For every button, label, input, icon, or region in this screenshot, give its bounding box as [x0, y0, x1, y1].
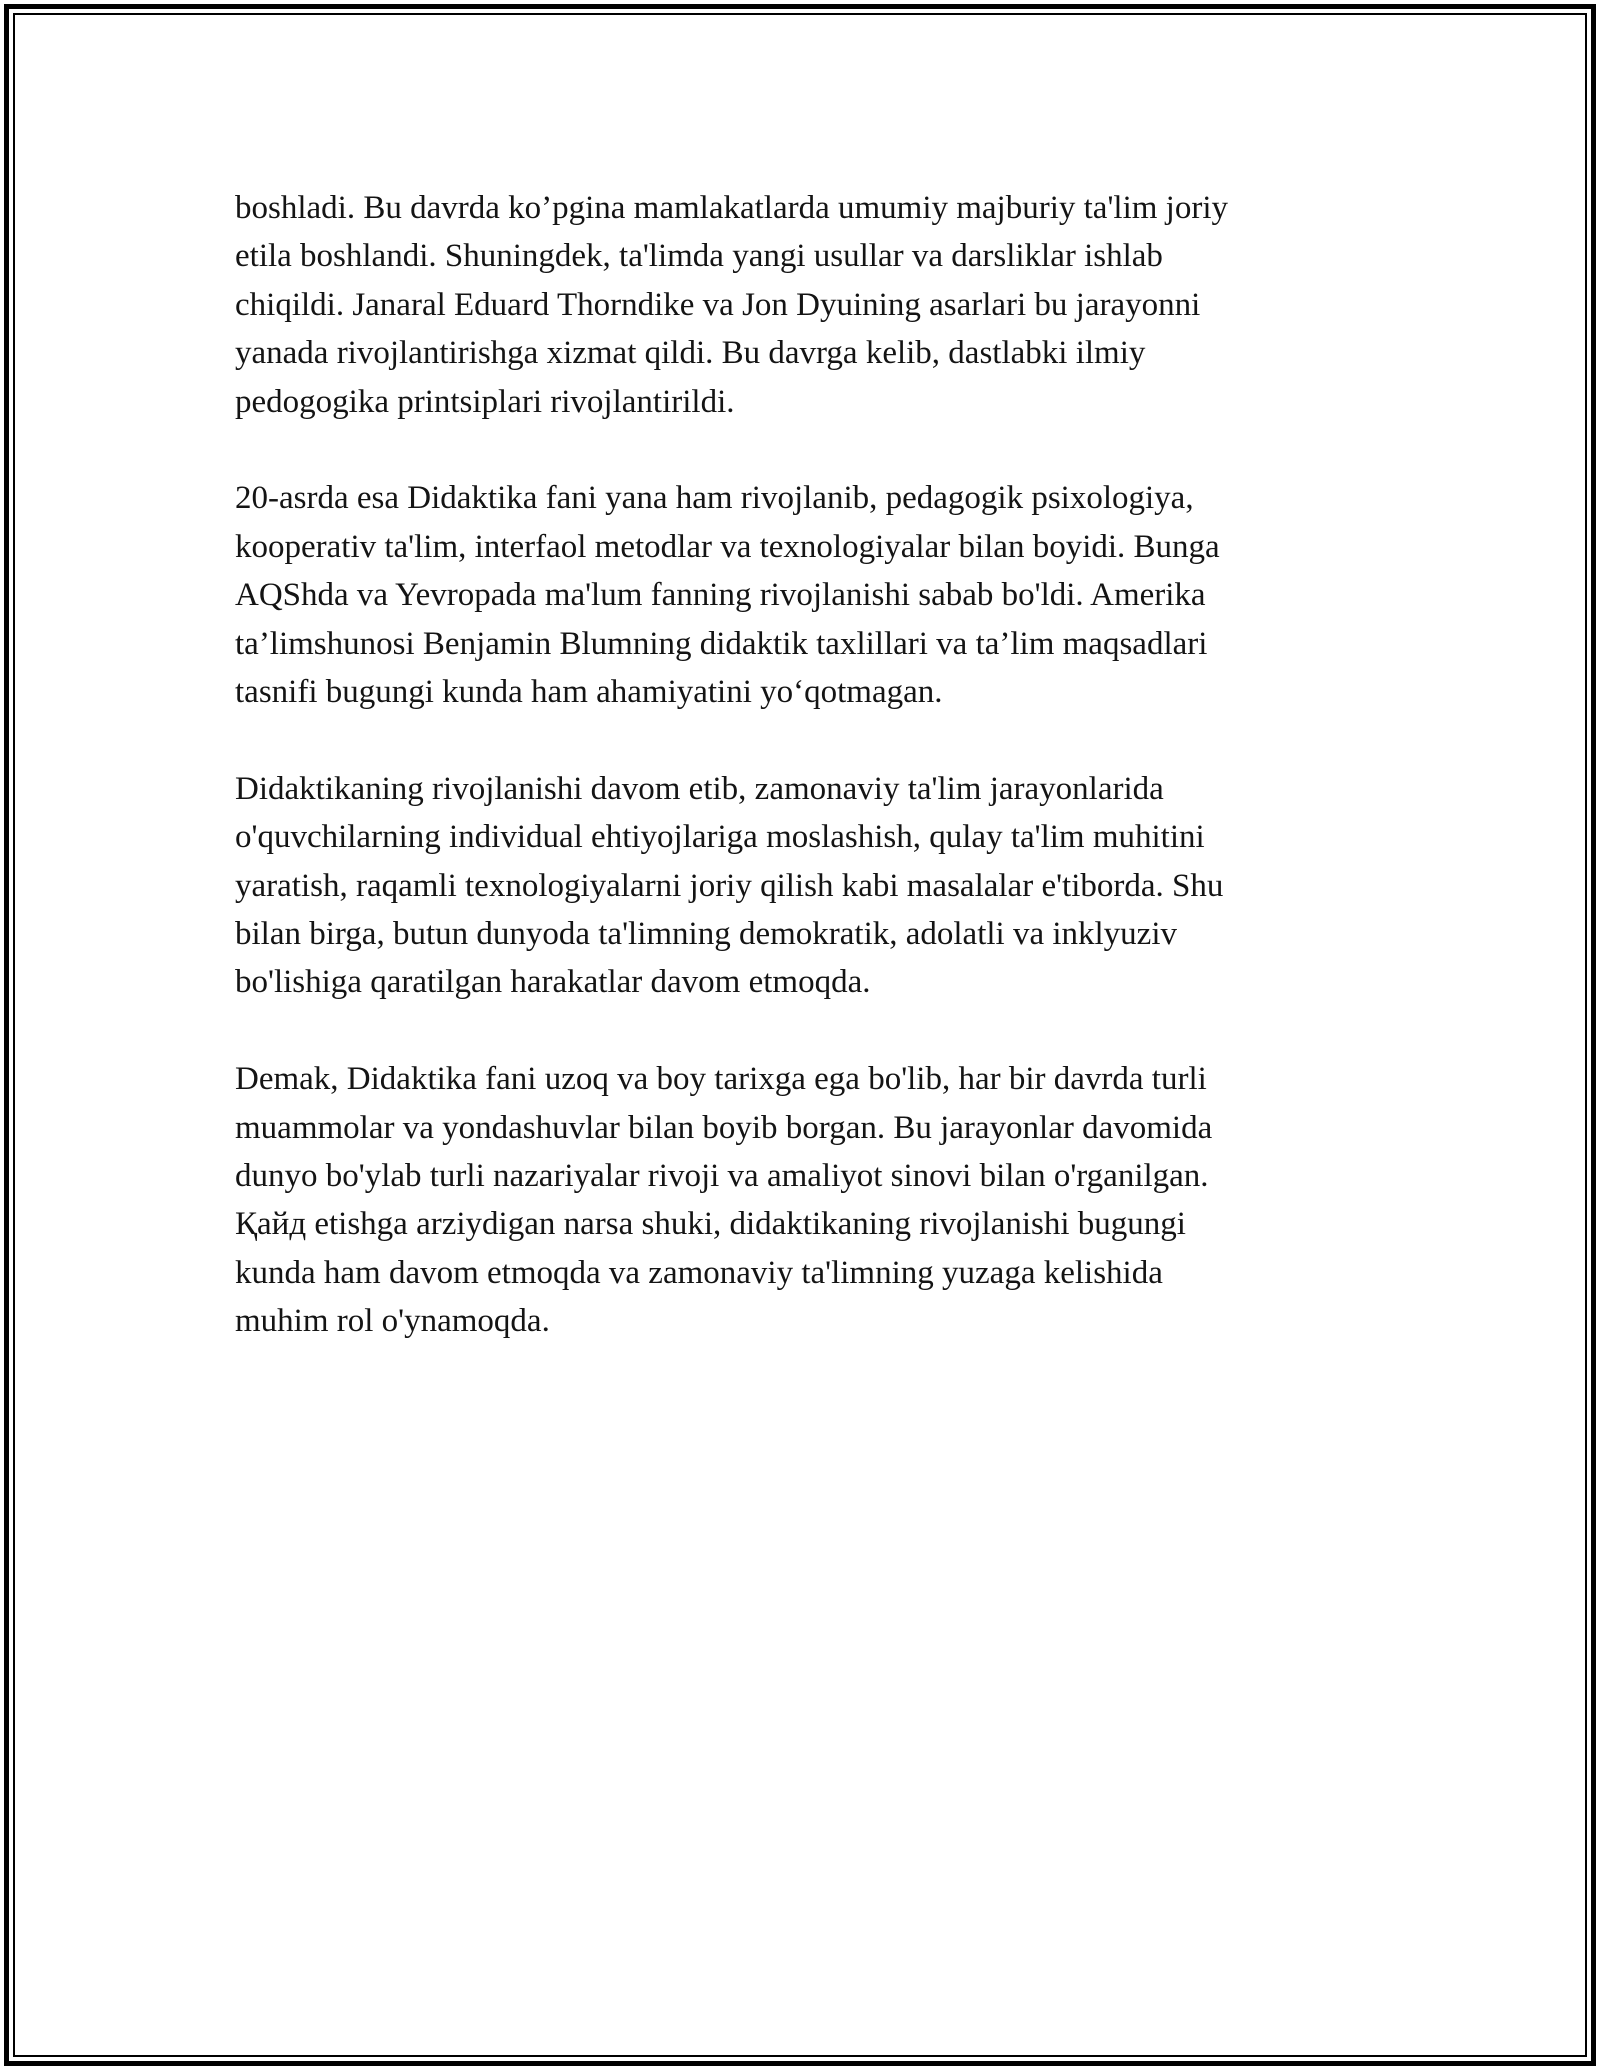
- paragraph-3: Didaktikaning rivojlanishi davom etib, zamonaviy ta'lim jarayonlarida o'quvchilarning individual ehtiyojlariga moslashish, qulay ta'lim muhitini yaratish, raqamli texnologiyalarni joriy qilish kabi masalalar e'tiborda. Shu bilan birga, butun dunyoda ta'limning demokratik, adolatli va inklyuziv bo'lishiga qaratilgan harakatlar davom etmoqda.: [235, 770, 1224, 1001]
- document-body: [235, 184, 1365, 1394]
- paragraph-4: Demak, Didaktika fani uzoq va boy tarixga ega bo'lib, har bir davrda turli muammolar va yondashuvlar bilan boyib borgan. Bu jarayonlar davomida dunyo bo'ylab turli nazariyalar rivoji va amaliyot sinovi bilan o'rganilgan. Қайд etishga arziydigan narsa shuki, didaktikaning rivojlanishi bugungi kunda ham davom etmoqda va zamonaviy ta'limning yuzaga kelishida muhim rol o'ynamoqda.: [235, 1061, 1213, 1340]
- paragraph-2: 20-asrda esa Didaktika fani yana ham rivojlanib, pedagogik psixologiya, kooperativ ta'lim, interfaol metodlar va texnologiyalar bilan boyidi. Bunga AQShda va Yevropada ma'lum fanning rivojlanishi sabab bo'ldi. Amerika ta’limshunosi Benjamin Blumning didaktik taxlillari va ta’lim maqsadlari tasnifi bugungi kunda ham ahamiyatini yo‘qotmagan.: [235, 480, 1220, 711]
- paragraph-1: boshladi. Bu davrda ko’pgina mamlakatlarda umumiy majburiy ta'lim joriy etila boshlandi. Shuningdek, ta'limda yangi usullar va darsliklar ishlab chiqildi. Janaral Eduard Thorndike va Jon Dyuining asarlari bu jarayonni yanada rivojlantirishga xizmat qildi. Bu davrga kelib, dastlabki ilmiy pedogogika printsiplari rivojlantirildi.: [235, 190, 1228, 420]
